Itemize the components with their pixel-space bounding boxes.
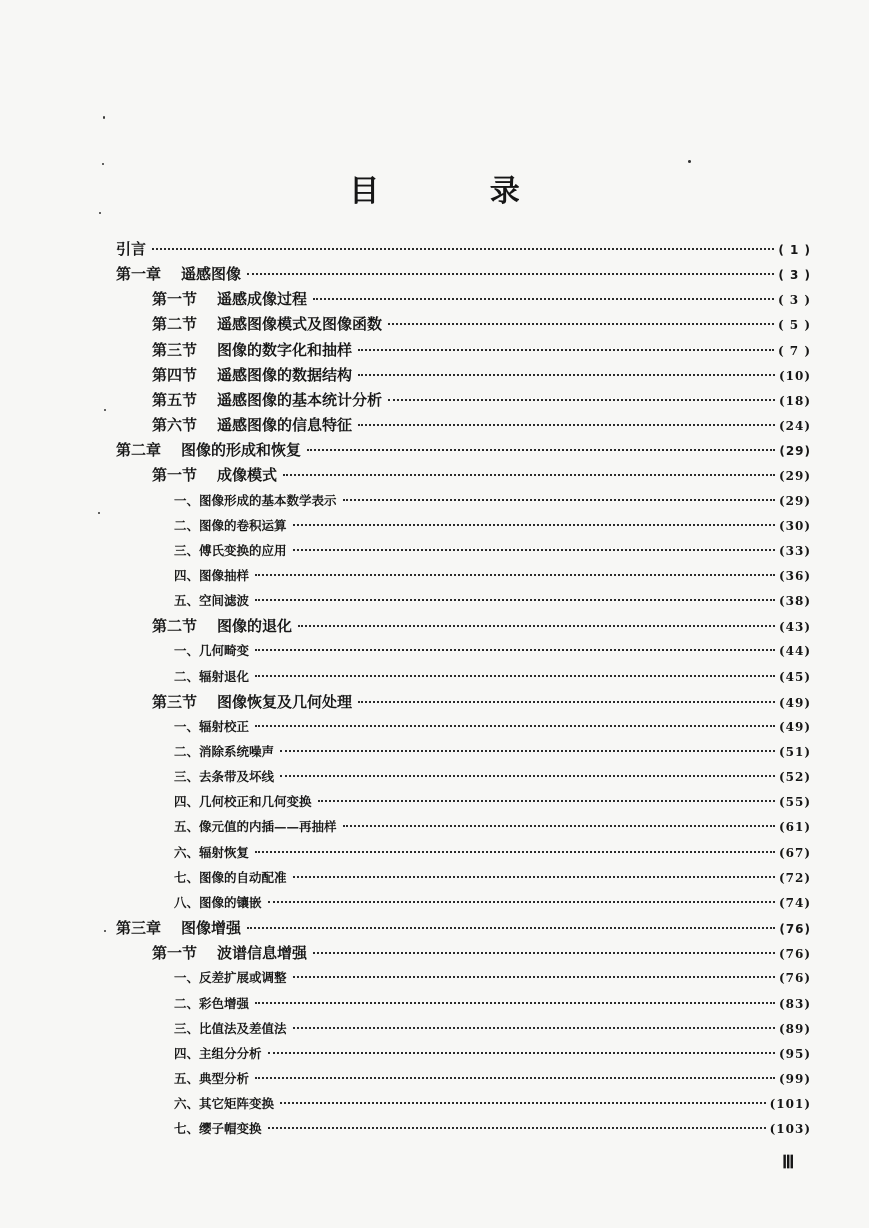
toc-entry <box>174 1118 811 1140</box>
toc-entry-title: 引言 <box>116 240 147 258</box>
toc-entry <box>174 816 811 838</box>
toc-entry-title: 三、比值法及差值法 <box>174 1021 287 1036</box>
toc-entry-number: 第五节 <box>152 391 198 409</box>
toc-entry <box>174 867 811 889</box>
dot-leader <box>280 773 775 777</box>
toc-entry <box>174 540 811 562</box>
dot-leader <box>313 950 775 954</box>
toc-entry-title: 三、去条带及坏线 <box>174 769 275 784</box>
toc-entry-page: (33) <box>778 544 811 558</box>
toc-entry <box>116 263 811 285</box>
toc-entry-number: 第一章 <box>116 265 162 283</box>
scan-speck <box>103 116 105 119</box>
toc-entry-title: 七、缨子帽变换 <box>174 1121 262 1136</box>
toc-entry-title: 六、其它矩阵变换 <box>174 1096 275 1111</box>
toc-entry-page: (103) <box>769 1122 811 1136</box>
scan-speck <box>104 409 106 411</box>
toc-entry-page: (36) <box>778 569 811 583</box>
toc-entry-title: 成像模式 <box>217 466 278 484</box>
toc-entry <box>174 967 811 989</box>
toc-entry <box>152 942 811 964</box>
dot-leader <box>280 748 775 752</box>
toc-entry-page: (101) <box>769 1097 811 1111</box>
dot-leader <box>298 623 775 627</box>
toc-entry <box>174 640 811 662</box>
toc-entry-number: 第六节 <box>152 416 198 434</box>
toc-entry-title: 二、彩色增强 <box>174 996 250 1011</box>
scan-speck <box>688 160 691 163</box>
page-title: 目 录 <box>349 174 570 209</box>
dot-leader <box>255 673 775 677</box>
toc-entry <box>174 1068 811 1090</box>
dot-leader <box>255 597 775 601</box>
toc-entry-number: 第二节 <box>152 315 198 333</box>
dot-leader <box>255 647 775 651</box>
toc-entry-page: (29) <box>778 494 811 508</box>
toc-entry-page: (76) <box>779 922 811 936</box>
dot-leader <box>343 497 775 501</box>
dot-leader <box>293 547 775 551</box>
toc-entry-page: (44) <box>778 644 811 658</box>
toc-entry <box>174 1093 811 1115</box>
toc-entry <box>152 339 811 361</box>
toc-entry-page: (38) <box>778 594 811 608</box>
toc-entry-number: 第二章 <box>116 441 162 459</box>
toc-entry-number: 第一节 <box>152 466 198 484</box>
toc-entry-title: 图像恢复及几何处理 <box>217 693 353 711</box>
toc-entry <box>152 414 811 436</box>
toc-entry-page: ( 5 ) <box>777 318 811 332</box>
toc-entry-title: 遥感图像的信息特征 <box>217 416 353 434</box>
toc-entry <box>174 993 811 1015</box>
toc-entry-title: 遥感图像 <box>181 265 242 283</box>
toc-entry <box>152 615 811 637</box>
toc-entry <box>116 238 811 260</box>
toc-entry <box>174 490 811 512</box>
toc-entry-title: 四、主组分分析 <box>174 1046 262 1061</box>
toc-entry <box>152 464 811 486</box>
toc-entry-number: 第二节 <box>152 617 198 635</box>
toc-entry-title: 一、辐射校正 <box>174 719 250 734</box>
toc-entry-number: 第四节 <box>152 366 198 384</box>
dot-leader <box>293 974 775 978</box>
toc-entry-page: (67) <box>778 846 811 860</box>
toc-entry <box>174 1018 811 1040</box>
toc-entry-page: ( 3 ) <box>777 293 811 307</box>
toc-entry-page: (30) <box>778 519 811 533</box>
toc-entry-page: (55) <box>778 795 811 809</box>
scan-speck <box>99 212 101 214</box>
toc-entry <box>174 590 811 612</box>
toc-entry <box>152 364 811 386</box>
toc-entry-title: 五、像元值的内插——再抽样 <box>174 819 337 834</box>
toc-entry <box>116 917 811 939</box>
toc-entry-title: 三、傅氏变换的应用 <box>174 543 287 558</box>
toc-entry-title: 八、图像的镶嵌 <box>174 895 262 910</box>
toc-entry-number: 第三节 <box>152 341 198 359</box>
toc-entry-page: (83) <box>778 997 811 1011</box>
dot-leader <box>358 372 775 376</box>
dot-leader <box>388 397 775 401</box>
toc-entry-title: 二、消除系统噪声 <box>174 744 275 759</box>
dot-leader <box>307 447 775 451</box>
toc-entry-number: 第一节 <box>152 290 198 308</box>
toc-entry-number: 第一节 <box>152 944 198 962</box>
toc-entry <box>152 288 811 310</box>
toc-entry-title: 图像的数字化和抽样 <box>217 341 353 359</box>
toc-entry-page: (49) <box>778 720 811 734</box>
toc-entry <box>174 716 811 738</box>
toc-entry-title: 四、几何校正和几何变换 <box>174 794 312 809</box>
dot-leader <box>358 422 775 426</box>
dot-leader <box>268 899 775 903</box>
toc-entry-title: 四、图像抽样 <box>174 568 250 583</box>
dot-leader <box>255 723 775 727</box>
toc-entry-page: (43) <box>778 620 811 634</box>
toc-entry-page: (45) <box>778 670 811 684</box>
toc-entry <box>174 666 811 688</box>
toc-entry <box>174 515 811 537</box>
toc-entry <box>174 791 811 813</box>
toc-entry <box>174 741 811 763</box>
scan-speck <box>102 163 104 165</box>
toc-entry-page: ( 1 ) <box>778 243 811 257</box>
toc-entry <box>116 439 811 461</box>
toc-entry-title: 一、几何畸变 <box>174 643 250 658</box>
toc-entry-title: 遥感成像过程 <box>217 290 308 308</box>
toc-entry-title: 二、图像的卷积运算 <box>174 518 287 533</box>
dot-leader <box>313 296 774 300</box>
toc-entry-title: 遥感图像模式及图像函数 <box>217 315 383 333</box>
page-number: Ⅲ <box>782 1152 795 1172</box>
dot-leader <box>283 472 775 476</box>
scan-speck <box>104 930 106 932</box>
toc-entry-title: 图像的退化 <box>217 617 293 635</box>
dot-leader <box>255 1000 775 1004</box>
dot-leader <box>280 1100 766 1104</box>
dot-leader <box>255 572 775 576</box>
toc-entry-page: (72) <box>778 871 811 885</box>
dot-leader <box>268 1050 775 1054</box>
toc-entry-page: (76) <box>778 971 811 985</box>
toc-entry-title: 五、典型分析 <box>174 1071 250 1086</box>
toc-entry-page: (29) <box>779 444 811 458</box>
toc-entry-title: 二、辐射退化 <box>174 669 250 684</box>
dot-leader <box>152 246 774 250</box>
toc-entry-page: (61) <box>778 820 811 834</box>
toc-entry <box>152 313 811 335</box>
toc-entry-page: (76) <box>778 947 811 961</box>
toc-entry <box>174 766 811 788</box>
toc-entry-page: ( 7 ) <box>777 344 811 358</box>
toc-entry-page: (29) <box>778 469 811 483</box>
scan-speck <box>98 512 100 514</box>
toc-entry-title: 六、辐射恢复 <box>174 845 250 860</box>
toc-entry-title: 遥感图像的基本统计分析 <box>217 391 383 409</box>
toc-entry <box>174 1043 811 1065</box>
toc-entry-page: ( 3 ) <box>778 268 811 282</box>
toc-entry-page: (51) <box>778 745 811 759</box>
dot-leader <box>358 699 775 703</box>
dot-leader <box>247 271 774 275</box>
toc-entry <box>174 565 811 587</box>
toc-entry-page: (89) <box>778 1022 811 1036</box>
dot-leader <box>255 849 775 853</box>
toc-entry-number: 第三节 <box>152 693 198 711</box>
toc-entry-page: (49) <box>778 696 811 710</box>
toc-entry-page: (52) <box>778 770 811 784</box>
toc-entry-number: 第三章 <box>116 919 162 937</box>
toc-entry-page: (99) <box>778 1072 811 1086</box>
toc-entry-page: (74) <box>778 896 811 910</box>
toc-entry-title: 七、图像的自动配准 <box>174 870 287 885</box>
toc-entry <box>174 842 811 864</box>
dot-leader <box>293 522 775 526</box>
toc-entry-title: 图像增强 <box>181 919 242 937</box>
toc-entry-title: 遥感图像的数据结构 <box>217 366 353 384</box>
dot-leader <box>293 1025 775 1029</box>
dot-leader <box>293 874 775 878</box>
toc-entry-page: (10) <box>778 369 811 383</box>
dot-leader <box>247 925 775 929</box>
dot-leader <box>358 347 774 351</box>
toc-entry-title: 一、图像形成的基本数学表示 <box>174 493 337 508</box>
toc-entry-page: (18) <box>778 394 811 408</box>
toc-entry-title: 一、反差扩展或调整 <box>174 970 287 985</box>
toc-entry <box>152 691 811 713</box>
toc-entry-title: 图像的形成和恢复 <box>181 441 302 459</box>
toc-entry-page: (24) <box>778 419 811 433</box>
dot-leader <box>388 321 774 325</box>
toc-entry-title: 波谱信息增强 <box>217 944 308 962</box>
toc-entry <box>152 389 811 411</box>
dot-leader <box>318 798 775 802</box>
toc-entry-page: (95) <box>778 1047 811 1061</box>
toc-entry <box>174 892 811 914</box>
toc-entry-title: 五、空间滤波 <box>174 593 250 608</box>
dot-leader <box>268 1125 766 1129</box>
dot-leader <box>255 1075 775 1079</box>
dot-leader <box>343 823 775 827</box>
